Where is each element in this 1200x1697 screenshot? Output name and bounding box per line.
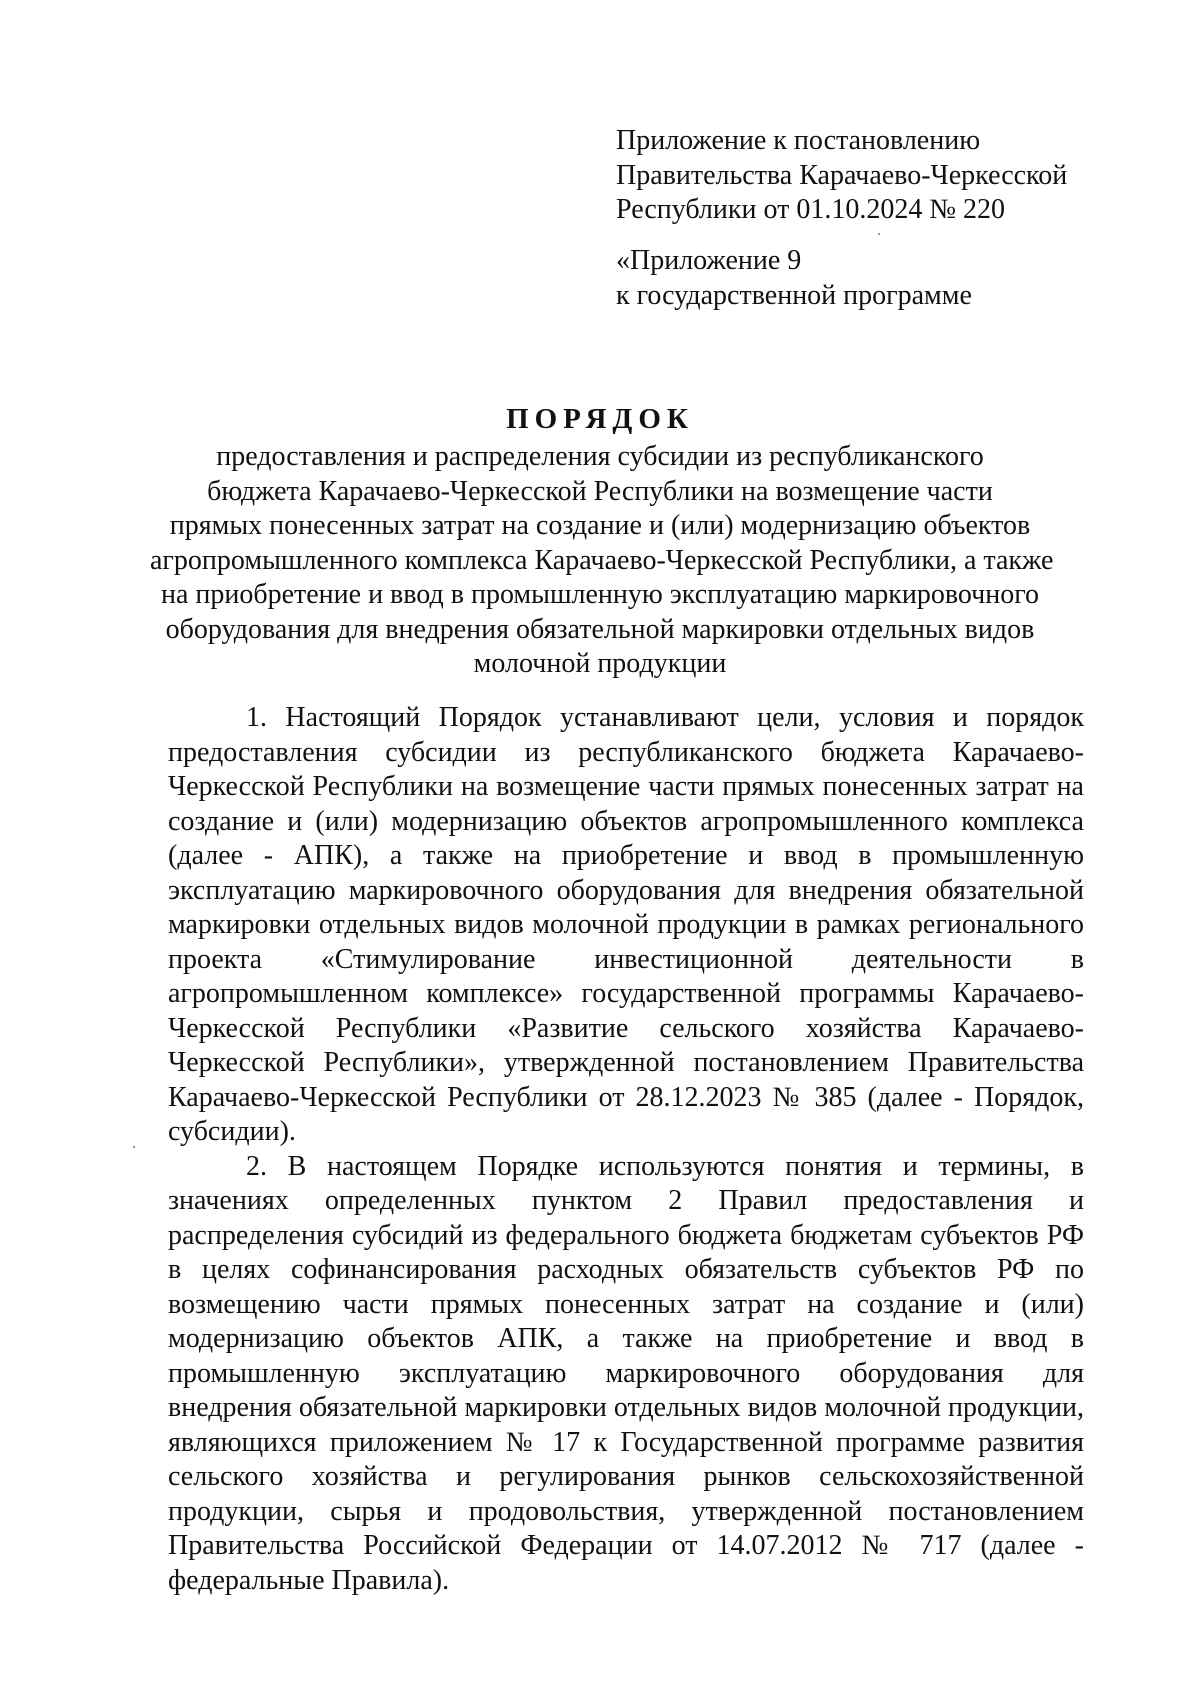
document-title: ПОРЯДОК [506,403,694,435]
paragraph-line: эксплуатацию маркировочного оборудования для внедрения обязательной [168,874,1084,906]
paragraph-line: проекта «Стимулирование инвестиционной деятельности в [168,943,1084,975]
document-body [168,701,1084,1598]
paragraph-line: в целях софинансирования расходных обязательств субъектов РФ по [168,1254,1084,1285]
subtitle-line: оборудования для внедрения обязательной маркировки отдельных видов [165,613,1035,645]
paragraph-line: промышленную эксплуатацию маркировочного оборудования для [168,1357,1084,1389]
paragraph-line: распределения субсидий из федерального бюджета бюджетам субъектов РФ [168,1219,1084,1251]
paragraph-line: Черкесской Республики «Развитие сельского хозяйства Карачаево- [168,1012,1084,1044]
paragraph-line: создание и (или) модернизацию объектов агропромышленного комплекса [168,805,1084,837]
document-subtitle [150,440,1054,682]
subtitle-line: бюджета Карачаево-Черкесской Республики на возмещение части [207,475,993,507]
paragraph-line: агропромышленном комплексе» государственной программы Карачаево- [168,978,1084,1009]
appendix-line: к государственной программе [616,279,972,311]
paragraph-line: 2. В настоящем Порядке используются понятия и термины, в [246,1150,1084,1182]
paragraph-line: внедрения обязательной маркировки отдельных видов молочной продукции, [168,1392,1084,1423]
appendix-program-reference [616,244,1156,313]
paragraph-2 [168,1150,1084,1599]
appendix-line: Республики от 01.10.2024 № 220 [616,194,1006,225]
paragraph-line: являющихся приложением № 17 к Государственной программе развития [168,1426,1084,1458]
paragraph-line: 1. Настоящий Порядок устанавливают цели, условия и порядок [246,702,1084,733]
paragraph-line: сельского хозяйства и регулирования рынков сельскохозяйственной [168,1461,1084,1492]
paragraph-line: продукции, сырья и продовольствия, утвержденной постановлением [168,1495,1084,1527]
paragraph-line: возмещению части прямых понесенных затрат на создание и (или) [168,1288,1084,1320]
appendix-line: Правительства Карачаево-Черкесской [616,159,1068,191]
paragraph-line: маркировки отдельных видов молочной продукции в рамках регионального [168,909,1084,940]
subtitle-line: молочной продукции [473,648,727,679]
paragraph-1 [168,701,1084,1150]
paragraph-line: модернизацию объектов АПК, а также на приобретение и ввод в [168,1323,1084,1354]
paragraph-line: предоставления субсидии из республиканского бюджета Карачаево- [168,736,1084,768]
appendix-reference [616,124,1156,228]
subtitle-line: агропромышленного комплекса Карачаево-Черкесской Республики, а также [150,544,1054,576]
paragraph-line: субсидии). [168,1116,296,1147]
paragraph-line: Правительства Российской Федерации от 14.07.2012 № 717 (далее - [168,1530,1084,1561]
paragraph-line: Черкесской Республики», утвержденной постановлением Правительства [168,1047,1084,1078]
subtitle-line: на приобретение и ввод в промышленную эксплуатацию маркировочного [160,579,1040,610]
scan-speck [133,1146,135,1148]
paragraph-line: Карачаево-Черкесской Республики от 28.12.2023 № 385 (далее - Порядок, [168,1081,1084,1113]
paragraph-line: Черкесской Республики на возмещение части прямых понесенных затрат на [168,771,1084,802]
appendix-line: «Приложение 9 [616,245,802,276]
paragraph-line: значениях определенных пунктом 2 Правил предоставления и [168,1185,1084,1216]
paragraph-line: (далее - АПК), а также на приобретение и ввод в промышленную [168,840,1084,871]
subtitle-line: прямых понесенных затрат на создание и (или) модернизацию объектов [169,510,1031,541]
paragraph-line: федеральные Правила). [168,1564,450,1596]
appendix-line: Приложение к постановлению [616,125,981,156]
scan-speck [878,233,880,235]
subtitle-line: предоставления и распределения субсидии из республиканского [216,441,984,472]
